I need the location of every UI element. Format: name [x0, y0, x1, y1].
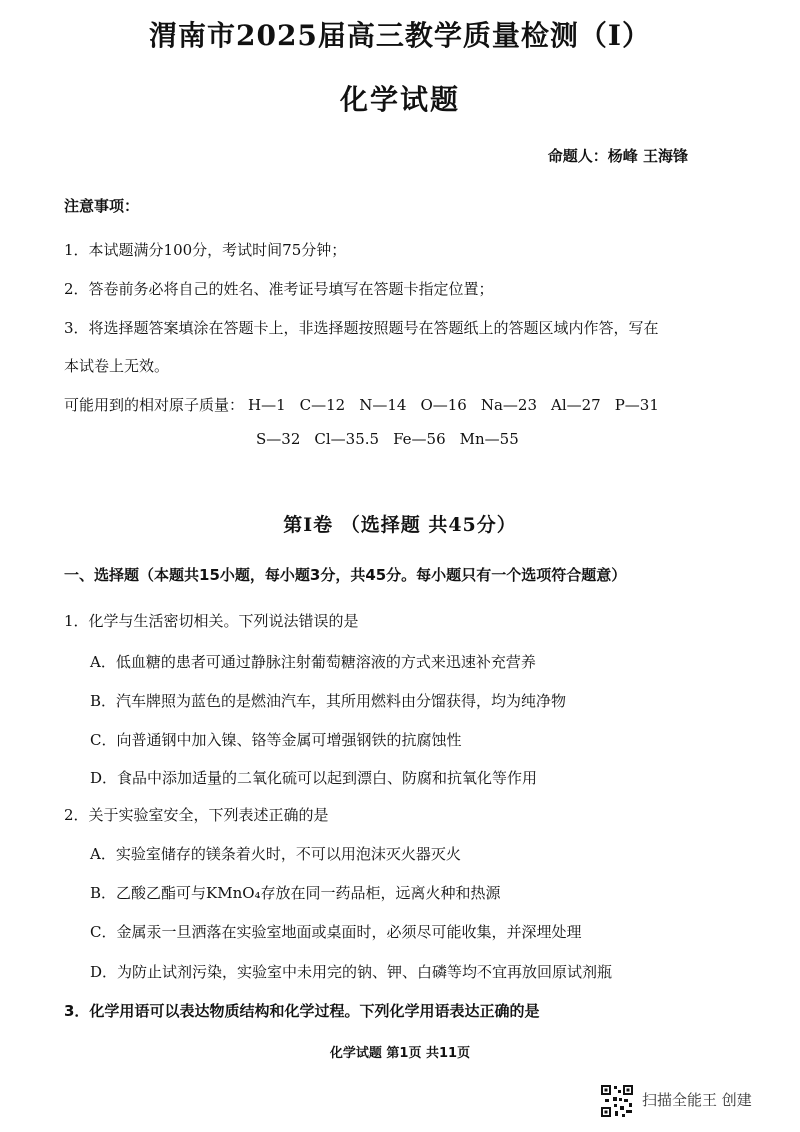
- question-2-option-c: C．金属汞一旦洒落在实验室地面或桌面时，必须尽可能收集，并深埋处理: [90, 923, 582, 941]
- page-footer: 化学试题 第1页 共11页: [329, 1046, 471, 1061]
- qr-code-icon: [600, 1084, 634, 1118]
- atomic-mass-label: 可能用到的相对原子质量：: [64, 396, 245, 414]
- atomic-mass-item: H—1: [248, 396, 286, 414]
- atomic-mass-item: O—16: [420, 396, 467, 414]
- question-2-option-b: B．乙酸乙酯可与KMnO₄存放在同一药品柜，远离火种和热源: [90, 884, 501, 902]
- question-1-option-c: C．向普通钢中加入镍、铬等金属可增强钢铁的抗腐蚀性: [90, 731, 462, 749]
- author-line: 命题人：杨峰 王海锋: [547, 147, 688, 165]
- atomic-mass-item: Al—27: [550, 396, 601, 414]
- exam-title: 渭南市2025届高三教学质量检测（I）: [148, 19, 652, 52]
- question-1-stem: 1．化学与生活密切相关。下列说法错误的是: [64, 612, 359, 630]
- atomic-mass-item: Mn—55: [459, 430, 519, 448]
- notice-title: 注意事项：: [64, 197, 140, 215]
- notice-item-3-cont: 本试卷上无效。: [64, 357, 170, 375]
- atomic-mass-item: Cl—35.5: [314, 430, 380, 448]
- question-2-option-d: D．为防止试剂污染，实验室中未用完的钠、钾、白磷等均不宜再放回原试剂瓶: [90, 963, 613, 981]
- notice-item-1: 1．本试题满分100分，考试时间75分钟；: [64, 241, 347, 259]
- question-1-option-b: B．汽车牌照为蓝色的是燃油汽车，其所用燃料由分馏获得，均为纯净物: [90, 692, 567, 710]
- atomic-mass-row-1: [64, 394, 673, 415]
- scanner-watermark: 扫描全能王 创建: [642, 1091, 752, 1109]
- question-1-option-a: A．低血糖的患者可通过静脉注射葡萄糖溶液的方式来迅速补充营养: [90, 653, 536, 671]
- notice-item-3: 3．将选择题答案填涂在答题卡上，非选择题按照题号在答题纸上的答题区域内作答，写在: [64, 319, 659, 337]
- notice-item-2: 2．答卷前务必将自己的姓名、准考证号填写在答题卡指定位置；: [64, 280, 494, 298]
- part-heading: 一、选择题（本题共15小题，每小题3分，共45分。每小题只有一个选项符合题意）: [64, 566, 627, 584]
- question-3-stem: 3．化学用语可以表达物质结构和化学过程。下列化学用语表达正确的是: [64, 1002, 540, 1020]
- atomic-mass-item: S—32: [256, 430, 301, 448]
- question-1-option-d: D．食品中添加适量的二氧化硫可以起到漂白、防腐和抗氧化等作用: [90, 769, 538, 787]
- section-title: 第Ⅰ卷 （选择题 共45分）: [283, 514, 517, 536]
- atomic-mass-item: C—12: [299, 396, 346, 414]
- question-2-stem: 2．关于实验室安全，下列表述正确的是: [64, 806, 329, 824]
- atomic-mass-item: Fe—56: [393, 430, 446, 448]
- atomic-mass-item: N—14: [359, 396, 407, 414]
- atomic-mass-item: P—31: [614, 396, 659, 414]
- exam-subject: 化学试题: [339, 83, 460, 116]
- atomic-mass-row-2: [256, 430, 533, 448]
- atomic-mass-item: Na—23: [480, 396, 537, 414]
- question-2-option-a: A．实验室储存的镁条着火时，不可以用泡沫灭火器灭火: [90, 845, 461, 863]
